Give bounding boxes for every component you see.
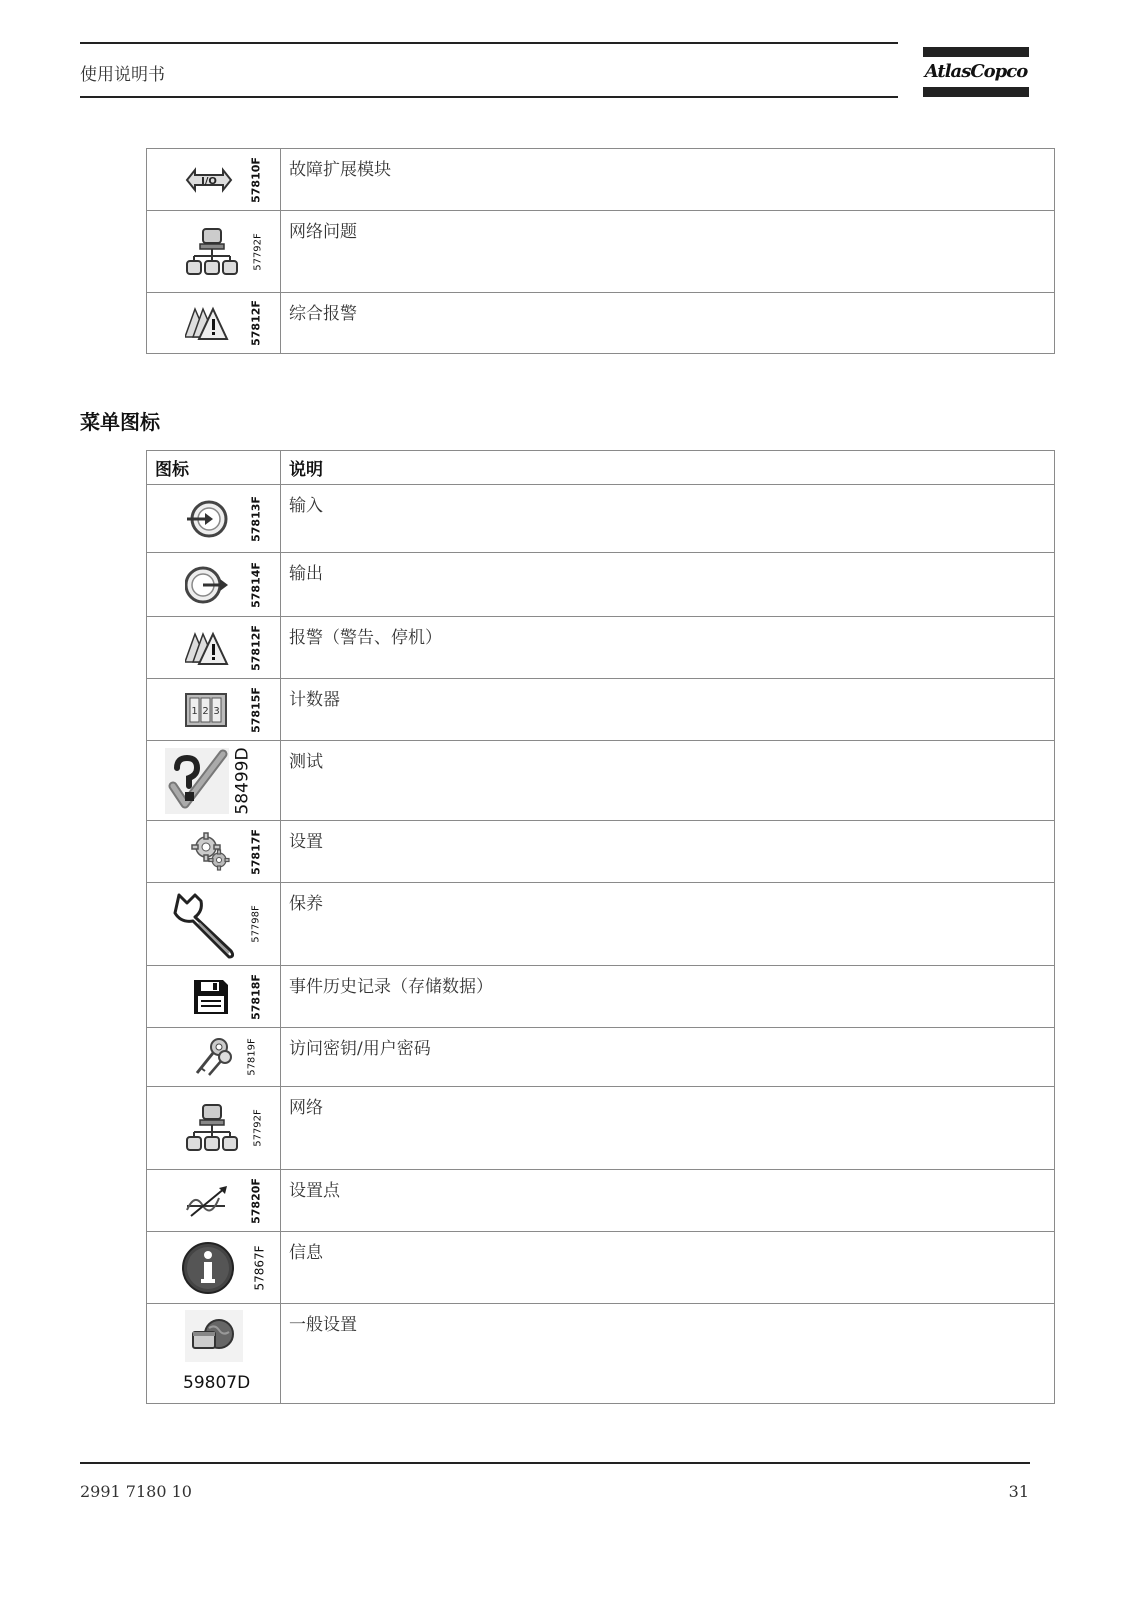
icon-code: 57820F xyxy=(249,1177,263,1224)
svg-text:2: 2 xyxy=(202,705,209,717)
svg-text:3: 3 xyxy=(213,705,220,717)
table-row xyxy=(147,617,1055,679)
table-row xyxy=(147,821,1055,883)
table-row xyxy=(147,1087,1055,1170)
network-icon xyxy=(185,227,239,277)
icon-code: 58499D xyxy=(232,746,253,815)
icon-code: 57792F xyxy=(252,232,264,271)
gear-icon xyxy=(191,832,231,872)
input-icon xyxy=(185,499,229,539)
setpoint-icon xyxy=(185,1184,229,1218)
floppy-disk-icon xyxy=(193,979,229,1015)
icon-code: 57819F xyxy=(246,1038,258,1076)
info-icon xyxy=(181,1241,235,1295)
icon-code: 57818F xyxy=(249,973,263,1020)
icon-code: 57867F xyxy=(252,1244,267,1291)
column-header-icon: 图标 xyxy=(147,451,281,485)
warning-triangles-icon xyxy=(185,630,229,666)
row-description: 故障扩展模块 xyxy=(281,149,1055,211)
icon-code: 59807D xyxy=(183,1373,251,1393)
table-row xyxy=(147,211,1055,293)
icon-code: 57814F xyxy=(249,561,263,608)
keys-icon xyxy=(191,1037,233,1077)
table-row xyxy=(147,1232,1055,1304)
document-number: 2991 7180 10 xyxy=(80,1482,192,1501)
table-row xyxy=(147,1304,1055,1404)
row-description: 访问密钥/用户密码 xyxy=(281,1028,1055,1087)
warning-triangles-icon xyxy=(185,305,229,341)
row-description: 网络问题 xyxy=(281,211,1055,293)
icon-table-top xyxy=(146,148,1055,354)
row-description: 输出 xyxy=(281,553,1055,617)
output-icon xyxy=(185,565,229,605)
footer-rule xyxy=(80,1462,1030,1464)
header-rule-top xyxy=(80,42,898,44)
network-icon xyxy=(185,1103,239,1153)
wrench-icon xyxy=(173,889,241,959)
table-row xyxy=(147,741,1055,821)
row-description: 保养 xyxy=(281,883,1055,966)
test-check-icon xyxy=(165,748,229,814)
table-row xyxy=(147,679,1055,741)
icon-code: 57817F xyxy=(249,828,263,875)
icon-code: 57812F xyxy=(249,300,263,346)
row-description: 信息 xyxy=(281,1232,1055,1304)
table-row xyxy=(147,966,1055,1028)
row-description: 输入 xyxy=(281,485,1055,553)
table-row xyxy=(147,883,1055,966)
column-header-description: 说明 xyxy=(281,451,1055,485)
icon-code: 57813F xyxy=(249,495,263,542)
svg-text:1: 1 xyxy=(191,705,198,717)
row-description: 网络 xyxy=(281,1087,1055,1170)
table-row xyxy=(147,149,1055,211)
header-rule-bottom xyxy=(80,96,898,98)
icon-code: 57798F xyxy=(250,905,262,943)
svg-text:I/O: I/O xyxy=(201,175,217,187)
page-header-title: 使用说明书 xyxy=(80,65,165,85)
menu-icon-table xyxy=(146,450,1055,1404)
table-row xyxy=(147,485,1055,553)
table-header-row xyxy=(147,451,1055,485)
table-row xyxy=(147,293,1055,354)
atlas-copco-logo: AtlasCopco xyxy=(923,47,1029,99)
row-description: 一般设置 xyxy=(281,1304,1055,1404)
icon-code: 57792F xyxy=(252,1109,264,1147)
table-row xyxy=(147,1170,1055,1232)
table-row xyxy=(147,1028,1055,1087)
row-description: 测试 xyxy=(281,741,1055,821)
row-description: 设置 xyxy=(281,821,1055,883)
section-title: 菜单图标 xyxy=(80,410,160,434)
icon-code: 57812F xyxy=(249,624,263,671)
table-row xyxy=(147,553,1055,617)
general-settings-icon xyxy=(185,1310,243,1362)
icon-code: 57815F xyxy=(249,686,263,733)
row-description: 报警（警告、停机） xyxy=(281,617,1055,679)
row-description: 事件历史记录（存储数据） xyxy=(281,966,1055,1028)
row-description: 计数器 xyxy=(281,679,1055,741)
row-description: 设置点 xyxy=(281,1170,1055,1232)
page-number: 31 xyxy=(1008,1482,1029,1501)
io-module-icon xyxy=(185,165,233,195)
counter-icon xyxy=(185,693,227,727)
icon-code: 57810F xyxy=(249,156,263,203)
row-description: 综合报警 xyxy=(281,293,1055,354)
